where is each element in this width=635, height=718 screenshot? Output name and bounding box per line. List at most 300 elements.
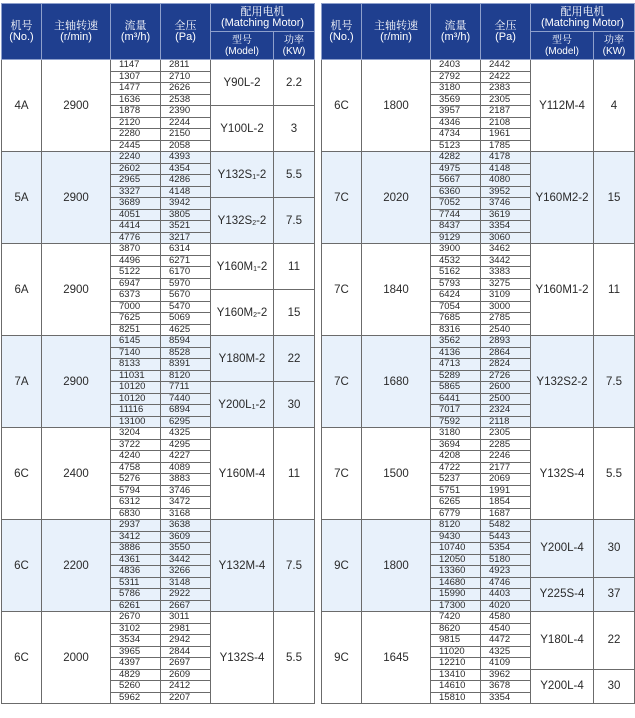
pressure-value: 2600 bbox=[481, 382, 531, 394]
flow-value: 5667 bbox=[431, 175, 481, 187]
flow-value: 4414 bbox=[111, 221, 161, 233]
motor-power: 7.5 bbox=[274, 520, 315, 612]
flow-value: 3534 bbox=[111, 635, 161, 647]
flow-value: 5865 bbox=[431, 382, 481, 394]
pressure-value: 4625 bbox=[161, 324, 211, 336]
pressure-value: 3942 bbox=[161, 198, 211, 210]
flow-value: 6373 bbox=[111, 290, 161, 302]
pressure-value: 5443 bbox=[481, 531, 531, 543]
flow-value: 3870 bbox=[111, 244, 161, 256]
motor-model: Y100L-2 bbox=[211, 106, 274, 152]
power-header-line: (KW) bbox=[282, 45, 306, 57]
table-row bbox=[322, 612, 635, 624]
flow-value: 7017 bbox=[431, 405, 481, 417]
fan-model-no: 6A bbox=[2, 244, 42, 336]
pressure-value: 3746 bbox=[161, 485, 211, 497]
table-row bbox=[322, 244, 635, 256]
matching-motor-header-line: 配用电机 bbox=[240, 5, 285, 18]
flow-value: 4346 bbox=[431, 117, 481, 129]
flow-value: 14610 bbox=[431, 681, 481, 693]
flow-value: 7592 bbox=[431, 416, 481, 428]
flow-value: 3957 bbox=[431, 106, 481, 118]
motor-model: Y180M-2 bbox=[211, 336, 274, 382]
pressure-value: 4089 bbox=[161, 462, 211, 474]
flow-value: 6265 bbox=[431, 497, 481, 509]
pressure-value: 3275 bbox=[481, 278, 531, 290]
pressure-value: 1854 bbox=[481, 497, 531, 509]
motor-power: 11 bbox=[594, 244, 635, 336]
fan-model-no: 6C bbox=[2, 428, 42, 520]
pressure-value: 3354 bbox=[481, 692, 531, 704]
spindle-speed: 1800 bbox=[362, 520, 431, 612]
flow-header bbox=[111, 4, 161, 60]
flow-value: 7685 bbox=[431, 313, 481, 325]
motor-model: Y200L-4 bbox=[531, 669, 594, 704]
table-row bbox=[322, 520, 635, 532]
flow-value: 5260 bbox=[111, 681, 161, 693]
motor-model: Y132S1-2 bbox=[211, 152, 274, 198]
spindle-speed: 1680 bbox=[362, 336, 431, 428]
pressure-value: 8594 bbox=[161, 336, 211, 348]
pressure-value: 4020 bbox=[481, 600, 531, 612]
pressure-value: 2118 bbox=[481, 416, 531, 428]
flow-value: 11020 bbox=[431, 646, 481, 658]
motor-model: Y160M2-2 bbox=[531, 152, 594, 244]
pressure-value: 8528 bbox=[161, 347, 211, 359]
flow-value: 6947 bbox=[111, 278, 161, 290]
motor-model: Y160M-4 bbox=[211, 428, 274, 520]
pressure-value: 7440 bbox=[161, 393, 211, 405]
motor-model-header-line: 型号 bbox=[232, 34, 252, 46]
flow-value: 10740 bbox=[431, 543, 481, 555]
table-row bbox=[2, 152, 315, 164]
pressure-value: 4403 bbox=[481, 589, 531, 601]
flow-value: 5162 bbox=[431, 267, 481, 279]
flow-value: 13360 bbox=[431, 566, 481, 578]
motor-power: 3 bbox=[274, 106, 315, 152]
pressure-header-line: (Pa) bbox=[175, 30, 196, 43]
flow-header-line: 流量 bbox=[444, 19, 467, 32]
pressure-value: 4393 bbox=[161, 152, 211, 164]
fan-model-no: 6C bbox=[2, 612, 42, 704]
flow-value: 5786 bbox=[111, 589, 161, 601]
flow-value: 2965 bbox=[111, 175, 161, 187]
pressure-value: 2697 bbox=[161, 658, 211, 670]
pressure-value: 2150 bbox=[161, 129, 211, 141]
power-header bbox=[594, 32, 635, 60]
motor-power: 7.5 bbox=[594, 336, 635, 428]
motor-model: Y132S-4 bbox=[211, 612, 274, 704]
flow-value: 12050 bbox=[431, 554, 481, 566]
motor-model-subscript: 2 bbox=[252, 219, 257, 227]
pressure-value: 3442 bbox=[481, 255, 531, 267]
pressure-value: 1991 bbox=[481, 485, 531, 497]
speed-header-line: 主轴转速 bbox=[374, 19, 418, 32]
flow-value: 4734 bbox=[431, 129, 481, 141]
flow-value: 15810 bbox=[431, 692, 481, 704]
pressure-value: 2710 bbox=[161, 71, 211, 83]
pressure-value: 2942 bbox=[161, 635, 211, 647]
flow-value: 9430 bbox=[431, 531, 481, 543]
flow-value: 2670 bbox=[111, 612, 161, 624]
flow-header-line: (m³/h) bbox=[440, 30, 471, 43]
flow-value: 1878 bbox=[111, 106, 161, 118]
matching-motor-header-line: (Matching Motor) bbox=[540, 16, 625, 29]
pressure-value: 3883 bbox=[161, 474, 211, 486]
flow-value: 4208 bbox=[431, 451, 481, 463]
pressure-value: 7711 bbox=[161, 382, 211, 394]
flow-value: 1636 bbox=[111, 94, 161, 106]
fan-model-no: 5A bbox=[2, 152, 42, 244]
flow-value: 7420 bbox=[431, 612, 481, 624]
flow-value: 6145 bbox=[111, 336, 161, 348]
flow-value: 1307 bbox=[111, 71, 161, 83]
pressure-value: 3462 bbox=[481, 244, 531, 256]
flow-value: 4532 bbox=[431, 255, 481, 267]
model-no-header-line: (No.) bbox=[329, 30, 354, 43]
motor-power: 5.5 bbox=[274, 152, 315, 198]
flow-value: 5123 bbox=[431, 140, 481, 152]
motor-model: Y160M1-2 bbox=[531, 244, 594, 336]
fan-model-no: 7C bbox=[322, 428, 362, 520]
pressure-value: 5354 bbox=[481, 543, 531, 555]
flow-value: 5276 bbox=[111, 474, 161, 486]
motor-power: 4 bbox=[594, 60, 635, 152]
pressure-value: 4080 bbox=[481, 175, 531, 187]
pressure-value: 2108 bbox=[481, 117, 531, 129]
pressure-header-line: (Pa) bbox=[495, 30, 516, 43]
spindle-speed: 1840 bbox=[362, 244, 431, 336]
spindle-speed: 2900 bbox=[42, 336, 111, 428]
pressure-value: 4746 bbox=[481, 577, 531, 589]
pressure-value: 5970 bbox=[161, 278, 211, 290]
pressure-value: 2422 bbox=[481, 71, 531, 83]
motor-power: 30 bbox=[274, 382, 315, 428]
pressure-value: 5670 bbox=[161, 290, 211, 302]
flow-value: 3694 bbox=[431, 439, 481, 451]
motor-model: Y180L-4 bbox=[531, 612, 594, 670]
pressure-value: 2246 bbox=[481, 451, 531, 463]
matching-motor-header-line: (Matching Motor) bbox=[220, 16, 305, 29]
right-table bbox=[321, 3, 635, 704]
flow-value: 7744 bbox=[431, 209, 481, 221]
motor-power: 30 bbox=[594, 669, 635, 704]
table-row bbox=[2, 60, 315, 72]
motor-model: Y112M-4 bbox=[531, 60, 594, 152]
pressure-value: 2207 bbox=[161, 692, 211, 704]
pressure-value: 2824 bbox=[481, 359, 531, 371]
motor-power: 22 bbox=[594, 612, 635, 670]
flow-value: 9815 bbox=[431, 635, 481, 647]
flow-value: 6441 bbox=[431, 393, 481, 405]
table-row bbox=[322, 428, 635, 440]
pressure-value: 2069 bbox=[481, 474, 531, 486]
motor-model: Y132M-4 bbox=[211, 520, 274, 612]
flow-value: 8251 bbox=[111, 324, 161, 336]
pressure-value: 2305 bbox=[481, 428, 531, 440]
motor-model-header-line: (Model) bbox=[545, 45, 579, 57]
flow-value: 6424 bbox=[431, 290, 481, 302]
pressure-value: 6271 bbox=[161, 255, 211, 267]
motor-model-subscript: 1 bbox=[253, 265, 258, 273]
pressure-value: 3011 bbox=[161, 612, 211, 624]
pressure-value: 2383 bbox=[481, 83, 531, 95]
flow-value: 12210 bbox=[431, 658, 481, 670]
flow-value: 5237 bbox=[431, 474, 481, 486]
motor-power: 15 bbox=[274, 290, 315, 336]
spindle-speed: 2900 bbox=[42, 244, 111, 336]
pressure-value: 3962 bbox=[481, 669, 531, 681]
speed-header-line: (r/min) bbox=[380, 30, 412, 43]
table-row bbox=[2, 336, 315, 348]
flow-value: 9129 bbox=[431, 232, 481, 244]
flow-header-line: (m³/h) bbox=[120, 30, 151, 43]
pressure-value: 3805 bbox=[161, 209, 211, 221]
flow-value: 3722 bbox=[111, 439, 161, 451]
fan-model-no: 7C bbox=[322, 244, 362, 336]
motor-model-header bbox=[531, 32, 594, 60]
pressure-value: 2442 bbox=[481, 60, 531, 72]
flow-value: 6830 bbox=[111, 508, 161, 520]
left-spec-table bbox=[1, 3, 314, 704]
pressure-value: 4148 bbox=[161, 186, 211, 198]
pressure-value: 3952 bbox=[481, 186, 531, 198]
pressure-value: 2626 bbox=[161, 83, 211, 95]
flow-value: 8437 bbox=[431, 221, 481, 233]
motor-model: Y160M1-2 bbox=[211, 244, 274, 290]
flow-value: 10120 bbox=[111, 382, 161, 394]
flow-value: 8133 bbox=[111, 359, 161, 371]
flow-value: 2280 bbox=[111, 129, 161, 141]
flow-value: 5793 bbox=[431, 278, 481, 290]
flow-value: 5289 bbox=[431, 370, 481, 382]
pressure-value: 4580 bbox=[481, 612, 531, 624]
flow-value: 7052 bbox=[431, 198, 481, 210]
fan-model-no: 7A bbox=[2, 336, 42, 428]
pressure-value: 4325 bbox=[481, 646, 531, 658]
pressure-value: 6170 bbox=[161, 267, 211, 279]
spindle-speed: 2900 bbox=[42, 152, 111, 244]
flow-value: 1147 bbox=[111, 60, 161, 72]
flow-value: 3412 bbox=[111, 531, 161, 543]
pressure-value: 5069 bbox=[161, 313, 211, 325]
model-no-header-line: 机号 bbox=[10, 19, 33, 32]
motor-model-subscript: 2 bbox=[253, 311, 258, 319]
model-no-header-line: (No.) bbox=[9, 30, 34, 43]
table-row bbox=[2, 428, 315, 440]
flow-value: 6261 bbox=[111, 600, 161, 612]
flow-header-line: 流量 bbox=[124, 19, 147, 32]
pressure-value: 2667 bbox=[161, 600, 211, 612]
flow-value: 3965 bbox=[111, 646, 161, 658]
pressure-value: 8120 bbox=[161, 370, 211, 382]
pressure-header-line: 全压 bbox=[174, 19, 197, 32]
flow-value: 8316 bbox=[431, 324, 481, 336]
flow-value: 4397 bbox=[111, 658, 161, 670]
pressure-value: 2726 bbox=[481, 370, 531, 382]
motor-model-header-line: 型号 bbox=[552, 34, 572, 46]
flow-value: 5962 bbox=[111, 692, 161, 704]
flow-value: 4776 bbox=[111, 232, 161, 244]
right-spec-table bbox=[321, 3, 634, 704]
pressure-value: 2187 bbox=[481, 106, 531, 118]
pressure-value: 5482 bbox=[481, 520, 531, 532]
flow-value: 4051 bbox=[111, 209, 161, 221]
speed-header bbox=[42, 4, 111, 60]
pressure-value: 2844 bbox=[161, 646, 211, 658]
motor-model: Y132S2-2 bbox=[531, 336, 594, 428]
flow-value: 1477 bbox=[111, 83, 161, 95]
pressure-value: 4295 bbox=[161, 439, 211, 451]
flow-value: 3327 bbox=[111, 186, 161, 198]
pressure-value: 2177 bbox=[481, 462, 531, 474]
spindle-speed: 2900 bbox=[42, 60, 111, 152]
pressure-value: 8391 bbox=[161, 359, 211, 371]
pressure-header bbox=[161, 4, 211, 60]
pressure-value: 3521 bbox=[161, 221, 211, 233]
pressure-value: 3109 bbox=[481, 290, 531, 302]
flow-value: 7140 bbox=[111, 347, 161, 359]
flow-value: 4282 bbox=[431, 152, 481, 164]
flow-value: 13100 bbox=[111, 416, 161, 428]
flow-value: 7000 bbox=[111, 301, 161, 313]
flow-value: 5122 bbox=[111, 267, 161, 279]
pressure-value: 2922 bbox=[161, 589, 211, 601]
flow-value: 3900 bbox=[431, 244, 481, 256]
motor-power: 7.5 bbox=[274, 198, 315, 244]
pressure-value: 2893 bbox=[481, 336, 531, 348]
spindle-speed: 1800 bbox=[362, 60, 431, 152]
pressure-value: 6314 bbox=[161, 244, 211, 256]
flow-value: 4829 bbox=[111, 669, 161, 681]
flow-value: 3102 bbox=[111, 623, 161, 635]
fan-model-no: 9C bbox=[322, 612, 362, 704]
model-no-header bbox=[2, 4, 42, 60]
flow-value: 5794 bbox=[111, 485, 161, 497]
pressure-value: 6894 bbox=[161, 405, 211, 417]
pressure-value: 2785 bbox=[481, 313, 531, 325]
pressure-value: 3354 bbox=[481, 221, 531, 233]
motor-power: 37 bbox=[594, 577, 635, 612]
pressure-value: 3000 bbox=[481, 301, 531, 313]
pressure-value: 2305 bbox=[481, 94, 531, 106]
flow-value: 8120 bbox=[431, 520, 481, 532]
pressure-value: 2609 bbox=[161, 669, 211, 681]
spindle-speed: 2020 bbox=[362, 152, 431, 244]
table-row bbox=[2, 520, 315, 532]
pressure-value: 3609 bbox=[161, 531, 211, 543]
flow-value: 4836 bbox=[111, 566, 161, 578]
flow-value: 4975 bbox=[431, 163, 481, 175]
pressure-value: 4472 bbox=[481, 635, 531, 647]
table-row bbox=[2, 612, 315, 624]
motor-model: Y132S-4 bbox=[531, 428, 594, 520]
power-header-line: 功率 bbox=[604, 34, 624, 46]
matching-motor-header bbox=[211, 4, 315, 32]
flow-value: 4713 bbox=[431, 359, 481, 371]
power-header-line: 功率 bbox=[284, 34, 304, 46]
motor-power: 15 bbox=[594, 152, 635, 244]
flow-value: 2445 bbox=[111, 140, 161, 152]
spindle-speed: 1645 bbox=[362, 612, 431, 704]
flow-value: 3886 bbox=[111, 543, 161, 555]
motor-power: 11 bbox=[274, 428, 315, 520]
speed-header bbox=[362, 4, 431, 60]
speed-header-line: (r/min) bbox=[60, 30, 92, 43]
flow-value: 14680 bbox=[431, 577, 481, 589]
pressure-value: 2058 bbox=[161, 140, 211, 152]
motor-power: 22 bbox=[274, 336, 315, 382]
matching-motor-header-line: 配用电机 bbox=[560, 5, 605, 18]
flow-value: 3689 bbox=[111, 198, 161, 210]
pressure-value: 1785 bbox=[481, 140, 531, 152]
pressure-value: 3060 bbox=[481, 232, 531, 244]
pressure-value: 3550 bbox=[161, 543, 211, 555]
pressure-value: 2811 bbox=[161, 60, 211, 72]
table-row bbox=[322, 152, 635, 164]
speed-header-line: 主轴转速 bbox=[54, 19, 98, 32]
pressure-value: 2244 bbox=[161, 117, 211, 129]
pressure-value: 2981 bbox=[161, 623, 211, 635]
flow-value: 4240 bbox=[111, 451, 161, 463]
flow-value: 15990 bbox=[431, 589, 481, 601]
pressure-value: 2864 bbox=[481, 347, 531, 359]
flow-value: 3569 bbox=[431, 94, 481, 106]
pressure-value: 3746 bbox=[481, 198, 531, 210]
pressure-value: 1961 bbox=[481, 129, 531, 141]
pressure-value: 4148 bbox=[481, 163, 531, 175]
flow-value: 6779 bbox=[431, 508, 481, 520]
flow-value: 3180 bbox=[431, 428, 481, 440]
flow-value: 6360 bbox=[431, 186, 481, 198]
flow-value: 2602 bbox=[111, 163, 161, 175]
motor-model: Y225S-4 bbox=[531, 577, 594, 612]
model-no-header bbox=[322, 4, 362, 60]
flow-value: 4722 bbox=[431, 462, 481, 474]
flow-header bbox=[431, 4, 481, 60]
motor-power: 2.2 bbox=[274, 60, 315, 106]
pressure-header-line: 全压 bbox=[494, 19, 517, 32]
pressure-header bbox=[481, 4, 531, 60]
motor-model-subscript: 1 bbox=[251, 403, 256, 411]
flow-value: 13410 bbox=[431, 669, 481, 681]
pressure-value: 4178 bbox=[481, 152, 531, 164]
motor-model: Y200L-4 bbox=[531, 520, 594, 578]
pressure-value: 4540 bbox=[481, 623, 531, 635]
motor-power: 5.5 bbox=[594, 428, 635, 520]
flow-value: 2403 bbox=[431, 60, 481, 72]
pressure-value: 2390 bbox=[161, 106, 211, 118]
pressure-value: 3619 bbox=[481, 209, 531, 221]
table-row bbox=[2, 244, 315, 256]
pressure-value: 2285 bbox=[481, 439, 531, 451]
motor-model: Y90L-2 bbox=[211, 60, 274, 106]
flow-value: 2792 bbox=[431, 71, 481, 83]
pressure-value: 3217 bbox=[161, 232, 211, 244]
flow-value: 2937 bbox=[111, 520, 161, 532]
flow-value: 11116 bbox=[111, 405, 161, 417]
table-row bbox=[322, 336, 635, 348]
pressure-value: 3678 bbox=[481, 681, 531, 693]
pressure-value: 4286 bbox=[161, 175, 211, 187]
motor-power: 30 bbox=[594, 520, 635, 578]
flow-value: 4496 bbox=[111, 255, 161, 267]
pressure-value: 5470 bbox=[161, 301, 211, 313]
fan-model-no: 6C bbox=[2, 520, 42, 612]
flow-value: 5311 bbox=[111, 577, 161, 589]
flow-value: 10120 bbox=[111, 393, 161, 405]
motor-power: 11 bbox=[274, 244, 315, 290]
